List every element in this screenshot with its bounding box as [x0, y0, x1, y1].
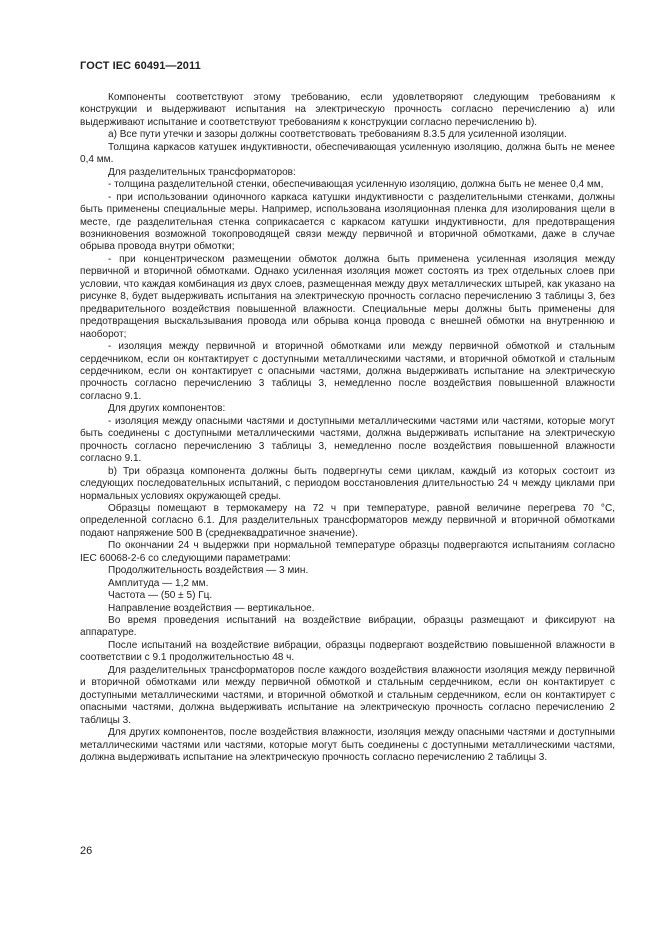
paragraph: По окончании 24 ч выдержки при нормальной температуре образцы подвергаются испытаниям согласно IEC 60068-2-6 со следующими параметрами: — [80, 540, 615, 564]
paragraph: Для других компонентов, после воздействия влажности, изоляция между опасными частями и доступными металлическими частями или частями, которые могут быть соединены с доступными металлическими частями, должна выдерживать испытание на электрическую прочность согласно перечислению 2 таблицы 3. — [80, 727, 615, 764]
paragraph: Образцы помещают в термокамеру на 72 ч при температуре, равной величине перегрева 70 °С, определенной согласно 6.1. Для разделительных трансформаторов между первичной и вторичной обмотками подают напряжение 500 В (среднеквадратичное значение). — [80, 502, 615, 539]
paragraph: Для разделительных трансформаторов после каждого воздействия влажности изоляция между первичной и вторичной обмотками или между первичной обмоткой и стальным сердечником, если он контактирует с доступными металлическими частями, и вторичной обмоткой и стальным сердечником, если он контактирует с опасными частями, должна выдерживать испытание на электрическую прочность согласно перечислению 2 таблицы 3. — [80, 664, 615, 726]
list-item: - толщина разделительной стенки, обеспечивающая усиленную изоляцию, должна быть не менее 0,4 мм, — [108, 179, 604, 191]
list-item: - изоляция между опасными частями и доступными металлическими частями или частями, которые могут быть соединены с доступными металлическими частями, должна выдерживать испытание на электрическую прочность согласно перечислению 3 таблицы 3, немедленно после воздействия повышенной влажности согласно 9.1. — [80, 415, 615, 465]
paragraph: Для других компонентов: — [108, 403, 226, 415]
paragraph: Во время проведения испытаний на воздействие вибрации, образцы размещают и фиксируют на аппаратуре. — [80, 615, 615, 639]
body-text — [80, 92, 615, 764]
paragraph: а) Все пути утечки и зазоры должны соответствовать требованиям 8.3.5 для усиленной изоляции. — [108, 129, 567, 141]
parameter-line: Частота — (50 ± 5) Гц. — [108, 590, 213, 602]
standard-header: ГОСТ IEC 60491—2011 — [80, 60, 201, 72]
parameter-line: Продолжительность воздействия — 3 мин. — [108, 565, 309, 577]
page-number: 26 — [80, 845, 93, 857]
paragraph: Толщина каркасов катушек индуктивности, обеспечивающая усиленную изоляцию, должна быть не менее 0,4 мм. — [80, 141, 615, 166]
list-item: - изоляция между первичной и вторичной обмотками или между первичной обмоткой и стальным сердечником, если он контактирует с доступными металлическими частями, и вторичной обмоткой и стальным сердечником, если он контактирует с опасными частями, должна выдерживать испытание на электрическую прочность согласно перечислению 3 таблицы 3, немедленно после воздействия повышенной влажности согласно 9.1. — [80, 341, 615, 402]
paragraph: Для разделительных трансформаторов: — [108, 166, 296, 178]
paragraph: Компоненты соответствуют этому требованию, если удовлетворяют следующим требованиям к конструкции и выдерживают испытания на электрическую прочность согласно перечислению а) или выдерживают испытание и соответствуют требованиям к конструкции согласно перечислению b). — [80, 92, 615, 128]
paragraph: После испытаний на воздействие вибрации, образцы подвергают воздействию повышенной влажности в соответствии с 9.1 продолжительностью 48 ч. — [80, 639, 615, 664]
list-item: - при использовании одиночного каркаса катушки индуктивности с разделительными стенками, должны быть применены специальные меры. Например, использована изоляционная пленка для изолирования щели в месте, где разделительная стенка соприкасается с каркасом катушки индуктивности, для предотвращения возникновения возможной токопроводящей связи между первичной и вторичной обмотками, даже в случае обрыва провода внутри обмотки; — [80, 191, 615, 253]
parameter-line: Направление воздействия — вертикальное. — [108, 602, 315, 614]
list-item: - при концентрическом размещении обмоток должна быть применена усиленная изоляция между первичной и вторичной обмотками. Однако усиленная изоляция может состоять из трех отдельных слоев при условии, что каждая комбинация из двух слоев, размещенная между двух металлических штырей, как указано на рисунке 8, будет выдерживать испытания на электрическую прочность согласно перечислению 3 таблицы 3, без предварительного воздействия повышенной влажности. Специальные меры должны быть применены для предотвращения выскальзывания провода или обрыва конца провода с внешней обмотки на внутреннюю и наоборот; — [80, 253, 615, 340]
paragraph: b) Три образца компонента должны быть подвергнуты семи циклам, каждый из которых состоит из следующих последовательных испытаний, с периодом восстановления длительностью 24 ч между циклами при нормальных условиях окружающей среды. — [80, 465, 615, 502]
parameter-line: Амплитуда — 1,2 мм. — [108, 577, 209, 589]
